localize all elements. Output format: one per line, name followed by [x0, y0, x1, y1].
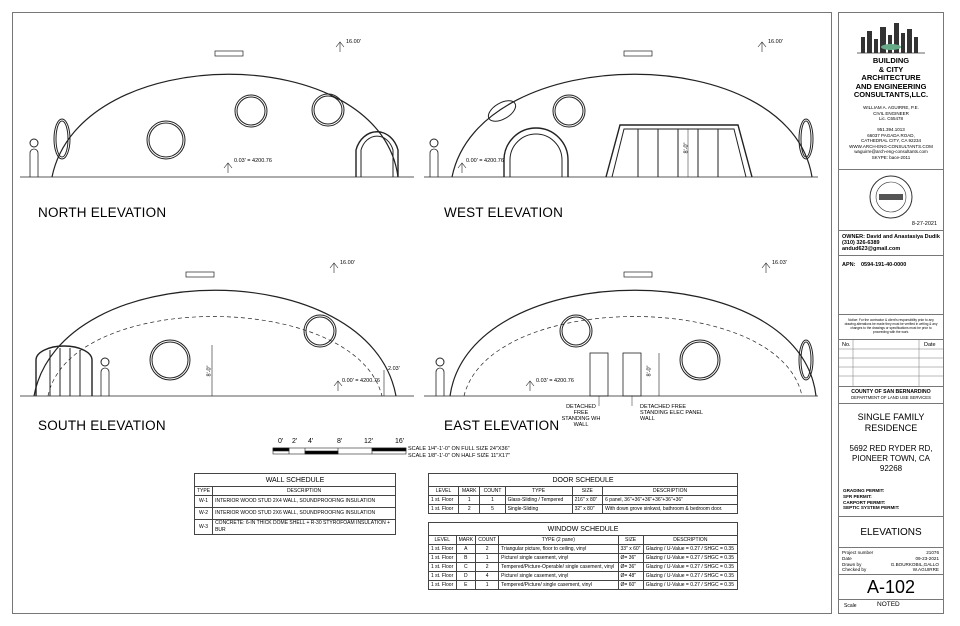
engineer-seal-icon [839, 172, 943, 222]
wall-type: W-2 [195, 508, 213, 520]
info-label: Drawn by [842, 561, 862, 567]
window-description: Glazing / U-Value = 0.27 / SHGC = 0.35 [643, 563, 737, 572]
window-size: Ø= 48" [618, 572, 643, 581]
scale-tick-16: 16' [395, 438, 405, 445]
project-type-line: RESIDENCE [864, 423, 918, 433]
north-base-level: 0.03' = 4200.76 [234, 158, 272, 164]
apn-label: APN: [842, 262, 856, 268]
checked-by: W.AGUIRRE [912, 567, 939, 573]
door-description: 6 panel, 36"+36"+36"+36"+36"+36" [603, 496, 738, 505]
permit-line: SEPTIC SYSTEM PERMIT: [843, 505, 900, 511]
scale-note-full: SCALE 1/4"-1'-0" ON FULL SIZE 24"X36" [408, 446, 510, 452]
table-row [429, 572, 738, 581]
north-top-level: 16.00' [346, 39, 361, 45]
address-line: PIONEER TOWN, CA [852, 454, 930, 463]
county-name: COUNTY OF SAN BERNARDINO [851, 389, 931, 395]
table-row [429, 545, 738, 554]
sheet-number-section [839, 575, 943, 600]
table-row [429, 563, 738, 572]
window-header-level: LEVEL [429, 536, 457, 545]
door-count: 5 [480, 505, 505, 514]
wall-header-type: TYPE [195, 487, 213, 496]
scale-note-half: SCALE 1/8"-1'-0" ON HALF SIZE 11"X17" [408, 453, 510, 459]
scale-tick-8: 8' [337, 438, 343, 445]
apn-section [839, 256, 943, 315]
door-size: 32" x 80" [572, 505, 603, 514]
window-type: Tempered/Picture/ single casement, vinyl [499, 581, 618, 590]
rev-header-date: Date [924, 342, 936, 348]
west-dim: 8'-0" [683, 142, 690, 154]
firm-section [839, 13, 943, 170]
address-line: 5692 RED RYDER RD, [849, 444, 933, 453]
table-row [195, 496, 396, 508]
table-row [429, 581, 738, 590]
window-header-count: COUNT [476, 536, 499, 545]
door-type: Glass-Sliding / Tempered [505, 496, 572, 505]
notice-section [839, 315, 943, 340]
info-label: Date [842, 555, 852, 561]
window-size: 33" x 60" [618, 545, 643, 554]
revisions-section [839, 340, 943, 387]
drawn-by: G.BOURKOBIL,GALLO [890, 561, 939, 567]
wall-type: W-3 [195, 520, 213, 535]
scale-label: Scale [844, 603, 857, 609]
scale-section [839, 600, 943, 613]
sheet-title: ELEVATIONS [860, 527, 922, 538]
sheet-title-section [839, 517, 943, 548]
firm-contact [839, 127, 943, 160]
window-size: Ø= 36" [618, 563, 643, 572]
door-description: With down grove sinkwst, bathroom & bedroom door. [603, 505, 738, 514]
engineer-info [839, 105, 943, 122]
table-row [429, 496, 738, 505]
project-section [839, 404, 943, 517]
window-level: 1 st. Floor [429, 545, 457, 554]
north-elevation-drawing [20, 51, 414, 177]
project-info-section [839, 548, 943, 575]
window-mark: C [456, 563, 476, 572]
owner-email: andud623@gmail.com [842, 246, 901, 252]
door-mark: 2 [459, 505, 480, 514]
door-type: Single-Sliding [505, 505, 572, 514]
sheet-number: A-102 [866, 577, 916, 597]
west-top-level: 16.00' [768, 39, 783, 45]
project-address [839, 444, 943, 474]
owner-section [839, 231, 943, 256]
table-row [195, 508, 396, 520]
contact-line: 951.394.1013 [877, 127, 905, 132]
window-level: 1 st. Floor [429, 572, 457, 581]
county-department: DEPARTMENT OF LAND USE SERVICES [851, 395, 931, 400]
permit-line: GRADING PERMIT: [843, 488, 885, 493]
south-top-level: 16.00' [340, 260, 355, 266]
door-count: 1 [480, 496, 505, 505]
window-description: Glazing / U-Value = 0.27 / SHGC = 0.35 [643, 572, 737, 581]
door-header-row [429, 487, 738, 496]
wall-schedule-title: WALL SCHEDULE [195, 474, 396, 487]
window-level: 1 st. Floor [429, 563, 457, 572]
window-count: 2 [476, 563, 499, 572]
engineer-line: WILLIAM A. AGUIRRE, P.E. [863, 105, 919, 110]
door-header-count: COUNT [480, 487, 505, 496]
window-size: Ø= 60" [618, 581, 643, 590]
engineer-line: Lic. C65478 [878, 116, 904, 121]
door-level: 1 st. Floor [429, 505, 459, 514]
firm-name-line: AND ENGINEERING [855, 81, 927, 91]
firm-name-line: BUILDING [872, 56, 910, 65]
engineer-line: CIVIL ENGINEER [873, 110, 909, 116]
window-schedule-title: WINDOW SCHEDULE [429, 523, 738, 536]
east-top-level: 16.03' [772, 260, 787, 266]
wall-type: W-1 [195, 496, 213, 508]
contact-line: WWW.ARCH-ENG-CONSULTANTS.COM [849, 143, 933, 149]
table-row [429, 505, 738, 514]
contact-line: 66037 PAGADA ROAD, [867, 132, 915, 138]
scale-tick-4: 4' [308, 438, 314, 445]
east-elevation-label: EAST ELEVATION [444, 418, 560, 433]
window-description: Glazing / U-Value = 0.27 / SHGC = 0.35 [643, 581, 737, 590]
project-type-line: SINGLE FAMILY [857, 412, 925, 422]
wall-header-description: DESCRIPTION [213, 487, 396, 496]
window-description: Glazing / U-Value = 0.27 / SHGC = 0.35 [643, 554, 737, 563]
city-skyline-icon [839, 15, 943, 57]
wall-description: INTERIOR WOOD STUD 2X6 WALL, SOUNDPROOFING INSULATION [213, 508, 396, 520]
east-base-level: 0.03' = 4200.76 [536, 378, 574, 384]
stamp-date: 8-27-2021 [911, 221, 937, 227]
table-row [429, 554, 738, 563]
door-header-description: DESCRIPTION [603, 487, 738, 496]
door-header-mark: MARK [459, 487, 480, 496]
firm-name-line: CONSULTANTS,LLC. [853, 90, 929, 99]
wall-schedule [194, 473, 396, 535]
door-header-size: SIZE [572, 487, 603, 496]
east-note-elec-wall: DETACHED FREE STANDING ELEC PANEL WALL [640, 404, 703, 422]
info-values [891, 550, 939, 573]
window-mark: A [456, 545, 476, 554]
door-schedule [428, 473, 738, 514]
south-base-level: 0.00' = 4200.76 [342, 378, 380, 384]
contact-line: waguirre@arch-eng-consultants.com [854, 149, 928, 154]
permit-list [843, 488, 899, 511]
wall-description: CONCRETE: 6-IN THICK DOME SHELL + R-30 STYROFOAM INSULATION + BUR [213, 520, 396, 535]
scale-tick-2: 2' [292, 438, 298, 445]
project-type [839, 412, 943, 434]
stamp-section [839, 170, 943, 231]
north-elevation-label: NORTH ELEVATION [38, 205, 167, 220]
firm-name-line: & CITY [878, 64, 904, 74]
contact-line: SKYPE: bace-2011 [871, 154, 911, 160]
firm-name [839, 57, 943, 100]
door-header-type: TYPE [505, 487, 572, 496]
window-header-size: SIZE [618, 536, 643, 545]
window-count: 1 [476, 581, 499, 590]
title-block [838, 12, 944, 614]
info-label: Checked by [842, 567, 867, 573]
project-date: 09-23-2021 [915, 555, 939, 561]
window-type: Tempered/Picture-Operable/ single casement, vinyl [499, 563, 618, 572]
county-section [839, 387, 943, 404]
scale-tick-0: 0' [278, 438, 284, 445]
window-size: Ø= 36" [618, 554, 643, 563]
contact-line: CATHEDRAL CITY, CA 92234 [861, 138, 921, 143]
window-count: 2 [476, 545, 499, 554]
revision-grid [839, 340, 943, 386]
scale-value: NOTED [877, 601, 900, 608]
door-header-level: LEVEL [429, 487, 459, 496]
window-mark: D [456, 572, 476, 581]
rev-header-no: No. [842, 342, 851, 348]
window-description: Glazing / U-Value = 0.27 / SHGC = 0.35 [643, 545, 737, 554]
info-labels [842, 550, 873, 573]
apn-value: 0594-191-40-0000 [861, 262, 907, 268]
window-level: 1 st. Floor [429, 581, 457, 590]
window-count: 1 [476, 554, 499, 563]
east-note-wh-wall: DETACHED FREE STANDING WH WALL [561, 404, 601, 428]
window-type: Picture/ single casement, vinyl [499, 572, 618, 581]
window-count: 4 [476, 572, 499, 581]
window-mark: E [456, 581, 476, 590]
info-label: Project number [842, 550, 874, 555]
window-header-type: TYPE (2 pane) [499, 536, 618, 545]
window-type: Picture/ single casement, vinyl [499, 554, 618, 563]
project-number: 21076 [926, 550, 939, 555]
address-line: 92268 [879, 464, 903, 473]
window-header-description: DESCRIPTION [643, 536, 737, 545]
disclaimer-notice: Notice: For the contractor & client's responsibility prior to any drawing alterations be made they must be verified in writing & any changes to the drawings or specifications must be prior to proceeding with the work. [844, 318, 938, 334]
east-dim: 8'-0" [646, 365, 653, 377]
door-size: 216" x 80" [572, 496, 603, 505]
west-base-level: 0.00' = 4200.76 [466, 158, 504, 164]
west-elevation-label: WEST ELEVATION [444, 205, 564, 220]
firm-name-line: ARCHITECTURE [861, 73, 921, 82]
window-type: Triangular picture, floor to ceiling, vinyl [499, 545, 618, 554]
owner-name: OWNER: David and Anastasiya Dudik [842, 234, 940, 240]
owner-phone: (310) 326-6389 [842, 240, 880, 246]
scale-tick-12: 12' [364, 438, 374, 445]
south-dim: 8'-0" [206, 365, 213, 377]
south-side-dim: 2.03' [388, 366, 400, 372]
window-header-row [429, 536, 738, 545]
window-header-mark: MARK [456, 536, 476, 545]
window-schedule [428, 522, 738, 590]
door-level: 1 st. Floor [429, 496, 459, 505]
door-schedule-title: DOOR SCHEDULE [429, 474, 738, 487]
east-elevation-drawing [424, 272, 818, 406]
south-elevation-label: SOUTH ELEVATION [38, 418, 166, 433]
table-row [195, 520, 396, 535]
graphic-scale-bar [273, 448, 406, 454]
window-level: 1 st. Floor [429, 554, 457, 563]
permit-line: CARPORT PERMIT: [843, 499, 886, 505]
permit-line: SFR PERMIT: [843, 493, 872, 499]
door-mark: 1 [459, 496, 480, 505]
wall-description: INTERIOR WOOD STUD 2X4 WALL, SOUNDPROOFING INSULATION [213, 496, 396, 508]
window-mark: B [456, 554, 476, 563]
